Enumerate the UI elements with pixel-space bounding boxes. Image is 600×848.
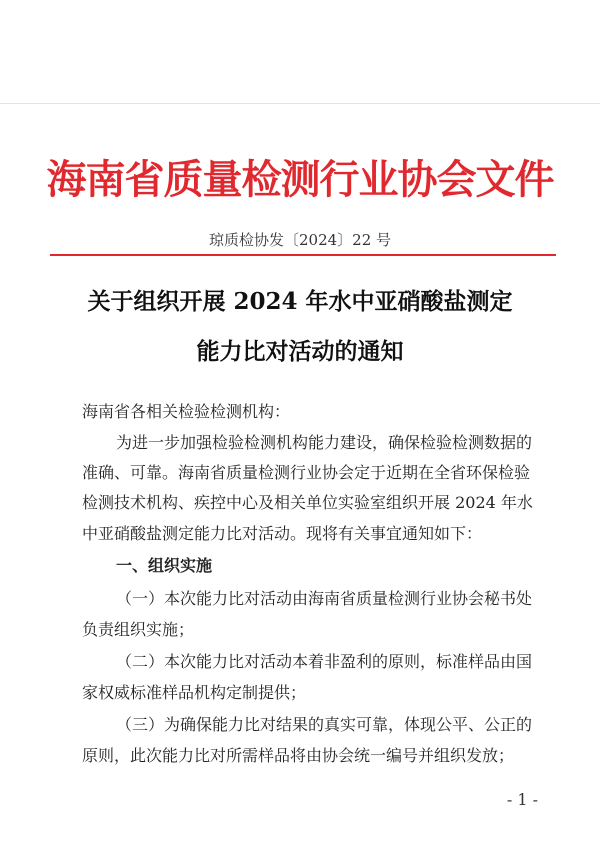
- addressee: 海南省各相关检验检测机构：: [82, 402, 291, 421]
- intro-line: 检测技术机构、疾控中心及相关单位实验室组织开展 2024 年水: [82, 493, 533, 512]
- notice-title-line-1: 关于组织开展 2024 年水中亚硝酸盐测定: [87, 288, 513, 315]
- notice-title-line-2: 能力比对活动的通知: [196, 338, 404, 365]
- item-line: （三）为确保能力比对结果的真实可靠，体现公平、公正的: [116, 715, 533, 734]
- item-line: 原则，此次能力比对所需样品将由协会统一编号并组织发放；: [82, 746, 515, 765]
- org-header-title: 海南省质量检测行业协会文件: [46, 157, 554, 203]
- top-divider: [0, 103, 600, 104]
- red-divider: [50, 254, 556, 256]
- page-number: - 1 -: [506, 790, 538, 809]
- intro-line: 准确、可靠。海南省质量检测行业协会定于近期在全省环保检验: [82, 463, 531, 482]
- document-number: 琼质检协发〔2024〕22 号: [208, 231, 392, 249]
- item-line: （一）本次能力比对活动由海南省质量检测行业协会秘书处: [116, 589, 533, 608]
- intro-line: 中亚硝酸盐测定能力比对活动。现将有关事宜通知如下：: [82, 524, 483, 543]
- section-heading: 一、组织实施: [116, 556, 213, 575]
- intro-line: 为进一步加强检验检测机构能力建设，确保检验检测数据的: [116, 433, 533, 452]
- item-line: （二）本次能力比对活动本着非盈利的原则，标准样品由国: [116, 652, 533, 671]
- item-line: 家权威标准样品机构定制提供；: [82, 683, 307, 702]
- item-line: 负责组织实施；: [82, 620, 195, 639]
